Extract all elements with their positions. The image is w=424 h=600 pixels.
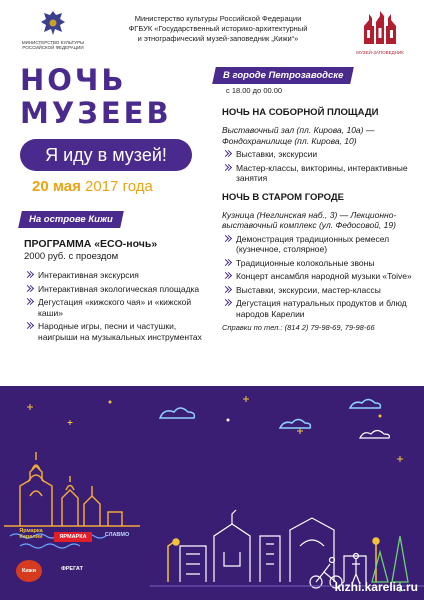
slogan-pill: Я иду в музей! xyxy=(20,139,192,171)
list-item: Выставки, экскурсии xyxy=(222,149,412,160)
kizhi-list xyxy=(24,270,204,342)
organizer-line: ФГБУК «Государственный историко-архитектурный xyxy=(128,24,308,33)
venue: Выставочный зал (пл. Кирова, 10а) — Фондохранилище (пл. Кирова, 10) xyxy=(222,125,375,146)
organizers-text xyxy=(108,14,328,44)
list-item: Дегустация «кижского чая» и «кижской каши» xyxy=(24,297,204,318)
event-date xyxy=(32,178,153,195)
event-date-year: 2017 года xyxy=(80,178,153,195)
section-title: НОЧЬ В СТАРОМ ГОРОДЕ xyxy=(222,191,344,203)
time-range: с 18.00 до 00.00 xyxy=(226,86,283,95)
title-line-1: НОЧЬ xyxy=(20,63,127,97)
list-item: Мастер-классы, викторины, интерактивные занятия xyxy=(222,163,412,184)
list-item: Интерактивная экскурсия xyxy=(24,270,204,281)
sponsor-logo: Ярмарка Карелии xyxy=(19,528,43,540)
sponsor-logo: ФРЕГАТ xyxy=(61,566,83,572)
organizer-line: и этнографический музей-заповедник „Кижи“» xyxy=(137,34,299,43)
list-item: Народные игры, песни и частушки, наигрыши на музыкальных инструментах xyxy=(24,321,204,342)
footer-url[interactable]: kizhi.karelia.ru xyxy=(334,580,418,594)
kizhi-museum-logo xyxy=(360,10,400,46)
section-list xyxy=(222,149,412,184)
list-item: Демонстрация традиционных ремесел (кузнечное, столярное) xyxy=(222,234,412,255)
section-list xyxy=(222,234,412,320)
section-title: НОЧЬ НА СОБОРНОЙ ПЛОЩАДИ xyxy=(222,107,379,118)
petrozavodsk-tag: В городе Петрозаводске xyxy=(212,67,354,84)
petrozavodsk-program xyxy=(222,86,412,332)
program-title: ПРОГРАММА «ECO-ночь» xyxy=(24,238,158,250)
sponsor-logo: СЛАВМО xyxy=(104,532,130,538)
ministry-caption: МИНИСТЕРСТВО КУЛЬТУРЫ РОССИЙСКОЙ ФЕДЕРАЦИИ xyxy=(21,40,85,50)
sponsor-logo: Кижи xyxy=(16,560,42,582)
russian-emblem-icon xyxy=(38,8,68,38)
kizhi-tag: На острове Кижи xyxy=(18,211,123,228)
title-line-2: МУЗЕЕВ xyxy=(20,96,172,130)
inquiry-phone: Справки по тел.: (814 2) 79-98-69, 79-98-66 xyxy=(222,323,375,332)
sponsor-logo: ЯРМАРКА xyxy=(54,532,92,542)
header xyxy=(0,0,424,62)
list-item: Традиционные колокольные звоны xyxy=(222,258,412,269)
night-illustration xyxy=(0,386,424,600)
kizhi-caption: МУЗЕЙ-ЗАПОВЕДНИК xyxy=(356,50,404,55)
organizer-line: Министерство культуры Российской Федерации xyxy=(134,14,302,23)
list-item: Дегустация натуральных продуктов и блюд народов Карелии xyxy=(222,298,412,319)
event-date-day: 20 мая xyxy=(32,178,81,195)
list-item: Выставки, экскурсии, мастер-классы xyxy=(222,285,412,296)
program-price: 2000 руб. с проездом xyxy=(24,251,119,262)
page-title xyxy=(20,64,172,130)
sponsor-logos xyxy=(8,528,138,596)
kizhi-program xyxy=(24,238,204,345)
venue: Кузница (Неглинская наб., 3) — Лекционно-выставочный комплекс (ул. Федосовой, 19) xyxy=(222,209,397,230)
list-item: Интерактивная экологическая площадка xyxy=(24,284,204,295)
list-item: Концерт ансамбля народной музыки «Toive» xyxy=(222,271,412,282)
